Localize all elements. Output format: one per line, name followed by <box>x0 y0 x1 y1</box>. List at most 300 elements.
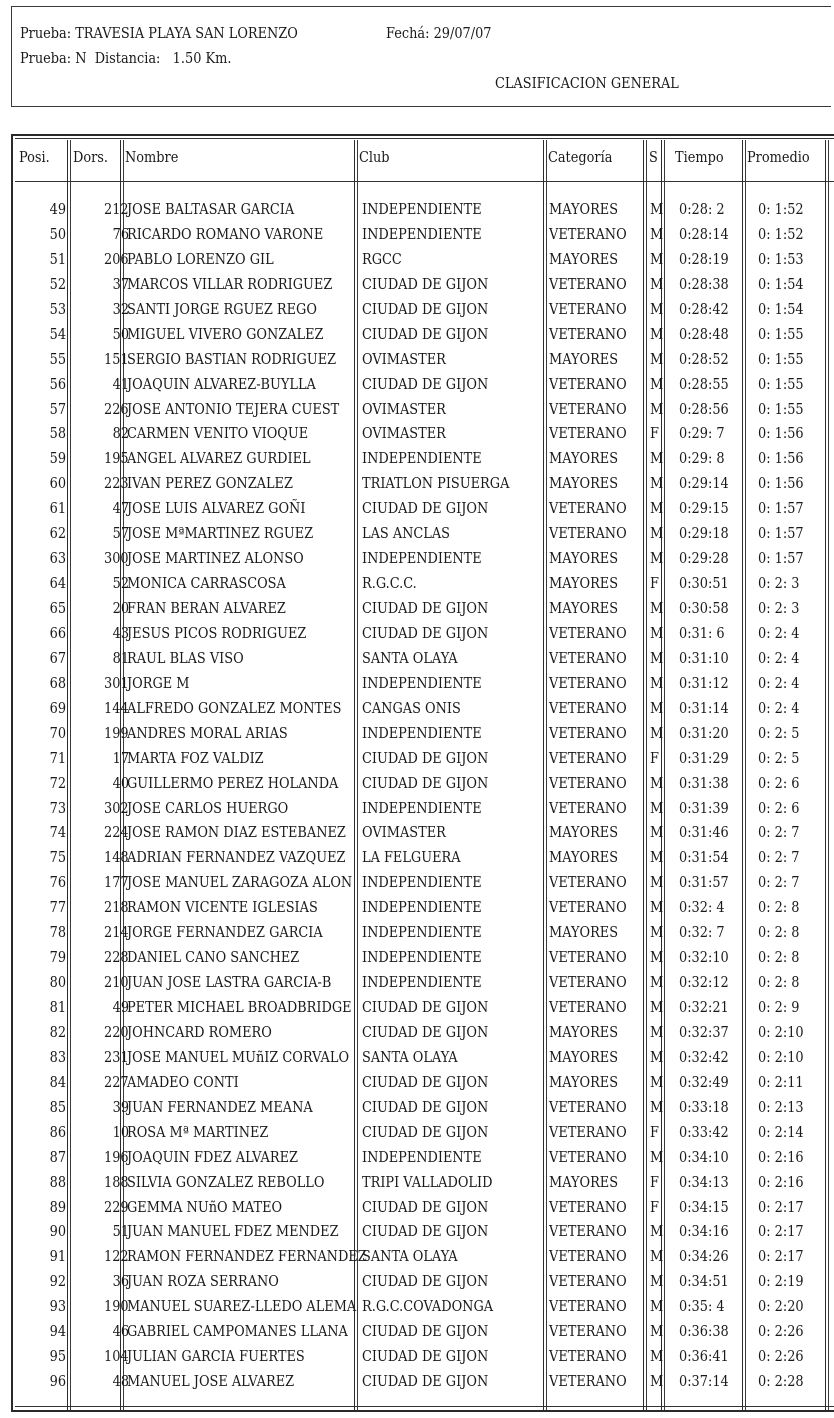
cell-category: VETERANO <box>549 399 627 418</box>
cell-position: 62 <box>49 524 66 543</box>
race-date: 29/07/07 <box>433 24 492 42</box>
cell-sex: M <box>650 224 664 243</box>
cell-time: 0:28:42 <box>679 299 729 318</box>
cell-average: 0: 1:55 <box>758 324 804 343</box>
cell-position: 60 <box>49 474 66 493</box>
table-row <box>11 944 834 969</box>
cell-club: INDEPENDIENTE <box>362 873 482 892</box>
cell-name: MANUEL JOSE ALVAREZ <box>127 1372 295 1391</box>
table-row <box>11 371 834 396</box>
cell-bib: 231 <box>104 1047 129 1066</box>
cell-position: 65 <box>49 599 66 617</box>
cell-position: 91 <box>49 1247 66 1266</box>
cell-time: 0:34:51 <box>679 1272 729 1291</box>
cell-bib: 17 <box>112 748 129 767</box>
cell-name: JOSE MANUEL MUñIZ CORVALO <box>127 1047 350 1066</box>
table-row <box>11 1044 834 1069</box>
cell-category: VETERANO <box>549 374 627 393</box>
cell-club: CIUDAD DE GIJON <box>362 1372 489 1391</box>
cell-category: VETERANO <box>549 798 627 817</box>
table-row <box>11 1144 834 1169</box>
cell-time: 0:36:41 <box>679 1347 729 1366</box>
cell-sex: M <box>650 973 664 992</box>
cell-category: VETERANO <box>549 748 627 767</box>
cell-club: CIUDAD DE GIJON <box>362 1272 489 1291</box>
cell-time: 0:29:28 <box>679 549 729 568</box>
cell-bib: 39 <box>112 1097 129 1116</box>
cell-bib: 40 <box>112 773 129 792</box>
cell-club: CIUDAD DE GIJON <box>362 998 489 1016</box>
cell-sex: M <box>650 898 664 917</box>
cell-sex: M <box>650 274 664 293</box>
cell-name: JORGE M <box>127 673 190 692</box>
cell-category: MAYORES <box>549 549 619 568</box>
cell-time: 0:28:19 <box>679 249 729 268</box>
cell-average: 0: 1:53 <box>758 249 804 268</box>
table-row <box>11 346 834 371</box>
cell-sex: M <box>650 1347 664 1366</box>
cell-average: 0: 1:52 <box>758 224 804 243</box>
fecha-label: Fechá: <box>386 24 430 42</box>
cell-time: 0:31:29 <box>679 748 729 767</box>
cell-name: JOHNCARD ROMERO <box>127 1022 272 1041</box>
table-row <box>11 1318 834 1343</box>
cell-bib: 177 <box>104 873 129 892</box>
cell-sex: M <box>650 374 664 393</box>
cell-club: TRIPI VALLADOLID <box>362 1172 493 1191</box>
cell-time: 0:31:12 <box>679 673 729 692</box>
cell-category: VETERANO <box>549 1347 627 1366</box>
cell-bib: 195 <box>104 449 129 468</box>
table-row <box>11 1218 834 1243</box>
table-row <box>11 720 834 745</box>
table-row <box>11 745 834 770</box>
cell-category: MAYORES <box>549 1172 619 1191</box>
table-row <box>11 1069 834 1094</box>
table-row <box>11 545 834 570</box>
cell-average: 0: 1:55 <box>758 399 804 418</box>
cell-name: GUILLERMO PEREZ HOLANDA <box>127 773 339 792</box>
cell-average: 0: 2: 4 <box>758 698 800 717</box>
cell-name: GEMMA NUñO MATEO <box>127 1197 283 1216</box>
cell-bib: 301 <box>104 673 129 692</box>
cell-average: 0: 2:16 <box>758 1147 804 1166</box>
cell-position: 73 <box>49 798 66 817</box>
cell-club: OVIMASTER <box>362 424 446 443</box>
cell-average: 0: 2: 6 <box>758 773 800 792</box>
cell-category: VETERANO <box>549 1272 627 1291</box>
cell-category: VETERANO <box>549 998 627 1016</box>
cell-club: TRIATLON PISUERGA <box>362 474 510 493</box>
cell-bib: 48 <box>112 1372 129 1391</box>
cell-time: 0:32:10 <box>679 948 729 967</box>
cell-average: 0: 2: 5 <box>758 748 800 767</box>
cell-sex: F <box>650 1122 659 1141</box>
cell-category: VETERANO <box>549 1322 627 1341</box>
cell-time: 0:34:16 <box>679 1222 729 1241</box>
cell-category: VETERANO <box>549 524 627 543</box>
cell-category: VETERANO <box>549 973 627 992</box>
table-row <box>11 1194 834 1219</box>
cell-sex: M <box>650 1047 664 1066</box>
cell-category: MAYORES <box>549 449 619 468</box>
cell-average: 0: 2:13 <box>758 1097 804 1116</box>
cell-average: 0: 2: 6 <box>758 798 800 817</box>
cell-sex: M <box>650 299 664 318</box>
cell-bib: 32 <box>112 299 129 318</box>
cell-name: IVAN PEREZ GONZALEZ <box>127 474 293 493</box>
cell-average: 0: 2:26 <box>758 1322 804 1341</box>
cell-bib: 52 <box>112 574 129 593</box>
col-header-posi: Posi. <box>19 148 50 166</box>
cell-position: 51 <box>49 249 66 268</box>
cell-average: 0: 2: 4 <box>758 648 800 667</box>
cell-club: INDEPENDIENTE <box>362 798 482 817</box>
cell-category: VETERANO <box>549 1372 627 1391</box>
cell-position: 92 <box>49 1272 66 1291</box>
cell-position: 52 <box>49 274 66 293</box>
cell-time: 0:31:54 <box>679 848 729 867</box>
cell-bib: 122 <box>104 1247 129 1266</box>
cell-club: INDEPENDIENTE <box>362 449 482 468</box>
cell-name: JOSE CARLOS HUERGO <box>127 798 289 817</box>
table-row <box>11 1169 834 1194</box>
cell-bib: 224 <box>104 823 129 842</box>
cell-club: R.G.C.COVADONGA <box>362 1297 494 1316</box>
cell-bib: 36 <box>112 1272 129 1291</box>
cell-time: 0:34:10 <box>679 1147 729 1166</box>
cell-club: OVIMASTER <box>362 399 446 418</box>
cell-time: 0:29: 8 <box>679 449 725 468</box>
cell-name: SANTI JORGE RGUEZ REGO <box>127 299 317 318</box>
cell-name: ANGEL ALVAREZ GURDIEL <box>127 449 311 468</box>
prueba-label: Prueba: <box>20 24 72 42</box>
table-row <box>11 520 834 545</box>
cell-club: RGCC <box>362 249 402 268</box>
cell-position: 83 <box>49 1047 66 1066</box>
prueba2-label: Prueba: <box>20 49 72 67</box>
table-row <box>11 296 834 321</box>
col-header-sex: S <box>649 148 658 166</box>
cell-time: 0:29:14 <box>679 474 729 493</box>
cell-club: INDEPENDIENTE <box>362 673 482 692</box>
results-table <box>11 134 834 1414</box>
cell-club: INDEPENDIENTE <box>362 923 482 942</box>
cell-sex: M <box>650 449 664 468</box>
cell-sex: M <box>650 1222 664 1241</box>
cell-name: SILVIA GONZALEZ REBOLLO <box>127 1172 325 1191</box>
cell-position: 95 <box>49 1347 66 1366</box>
cell-average: 0: 2:17 <box>758 1222 804 1241</box>
cell-position: 56 <box>49 374 66 393</box>
cell-name: JESUS PICOS RODRIGUEZ <box>127 623 307 642</box>
cell-position: 70 <box>49 723 66 742</box>
cell-category: MAYORES <box>549 474 619 493</box>
table-row <box>11 570 834 595</box>
cell-time: 0:29: 7 <box>679 424 725 443</box>
cell-name: MONICA CARRASCOSA <box>127 574 286 593</box>
cell-bib: 20 <box>112 599 129 617</box>
cell-average: 0: 2:28 <box>758 1372 804 1391</box>
cell-category: VETERANO <box>549 948 627 967</box>
prueba2-value: N <box>75 49 87 67</box>
cell-sex: M <box>650 524 664 543</box>
cell-category: MAYORES <box>549 249 619 268</box>
cell-category: VETERANO <box>549 424 627 443</box>
cell-name: ALFREDO GONZALEZ MONTES <box>127 698 342 717</box>
cell-club: CIUDAD DE GIJON <box>362 499 489 518</box>
cell-category: VETERANO <box>549 873 627 892</box>
cell-position: 72 <box>49 773 66 792</box>
cell-average: 0: 1:52 <box>758 200 804 218</box>
cell-name: RICARDO ROMANO VARONE <box>127 224 324 243</box>
cell-sex: F <box>650 424 659 443</box>
cell-average: 0: 2:14 <box>758 1122 804 1141</box>
cell-category: VETERANO <box>549 698 627 717</box>
cell-club: CIUDAD DE GIJON <box>362 1122 489 1141</box>
cell-sex: M <box>650 1097 664 1116</box>
cell-position: 61 <box>49 499 66 518</box>
cell-bib: 148 <box>104 848 129 867</box>
cell-position: 86 <box>49 1122 66 1141</box>
cell-club: CIUDAD DE GIJON <box>362 748 489 767</box>
cell-time: 0:35: 4 <box>679 1297 725 1316</box>
cell-club: INDEPENDIENTE <box>362 1147 482 1166</box>
cell-category: VETERANO <box>549 324 627 343</box>
table-row <box>11 445 834 470</box>
cell-average: 0: 1:56 <box>758 424 804 443</box>
cell-name: JOSE ANTONIO TEJERA CUEST <box>127 399 340 418</box>
cell-time: 0:32:21 <box>679 998 729 1016</box>
cell-sex: F <box>650 1172 659 1191</box>
cell-name: JUAN JOSE LASTRA GARCIA-B <box>127 973 332 992</box>
cell-club: INDEPENDIENTE <box>362 948 482 967</box>
table-row <box>11 919 834 944</box>
cell-sex: F <box>650 574 659 593</box>
cell-name: GABRIEL CAMPOMANES LLANA <box>127 1322 348 1341</box>
cell-category: MAYORES <box>549 1072 619 1091</box>
cell-bib: 212 <box>104 200 129 218</box>
cell-sex: M <box>650 923 664 942</box>
cell-position: 57 <box>49 399 66 418</box>
distancia-label: Distancia: <box>94 49 161 67</box>
cell-position: 55 <box>49 349 66 368</box>
cell-name: RAMON VICENTE IGLESIAS <box>127 898 318 917</box>
cell-sex: M <box>650 1372 664 1391</box>
cell-name: JOSE MANUEL ZARAGOZA ALON <box>127 873 353 892</box>
cell-average: 0: 1:55 <box>758 349 804 368</box>
table-body <box>11 196 834 1393</box>
cell-average: 0: 2:17 <box>758 1197 804 1216</box>
cell-sex: F <box>650 748 659 767</box>
cell-position: 85 <box>49 1097 66 1116</box>
cell-sex: M <box>650 648 664 667</box>
cell-position: 94 <box>49 1322 66 1341</box>
cell-sex: M <box>650 1272 664 1291</box>
cell-average: 0: 2:10 <box>758 1047 804 1066</box>
cell-bib: 199 <box>104 723 129 742</box>
cell-name: JOSE BALTASAR GARCIA <box>127 200 295 218</box>
cell-position: 90 <box>49 1222 66 1241</box>
cell-position: 53 <box>49 299 66 318</box>
cell-bib: 227 <box>104 1072 129 1091</box>
cell-category: MAYORES <box>549 349 619 368</box>
cell-position: 75 <box>49 848 66 867</box>
cell-category: VETERANO <box>549 1247 627 1266</box>
cell-name: JOAQUIN ALVAREZ-BUYLLA <box>127 374 316 393</box>
cell-club: SANTA OLAYA <box>362 1047 458 1066</box>
cell-sex: M <box>650 599 664 617</box>
cell-position: 54 <box>49 324 66 343</box>
cell-time: 0:31: 6 <box>679 623 725 642</box>
cell-average: 0: 2:20 <box>758 1297 804 1316</box>
table-row <box>11 894 834 919</box>
col-header-promedio: Promedio <box>747 148 810 166</box>
col-header-club: Club <box>359 148 390 166</box>
cell-club: R.G.C.C. <box>362 574 417 593</box>
table-row <box>11 1094 834 1119</box>
cell-bib: 10 <box>112 1122 129 1141</box>
cell-time: 0:29:18 <box>679 524 729 543</box>
cell-bib: 104 <box>104 1347 129 1366</box>
cell-position: 80 <box>49 973 66 992</box>
cell-club: INDEPENDIENTE <box>362 549 482 568</box>
cell-sex: M <box>650 1322 664 1341</box>
cell-club: CIUDAD DE GIJON <box>362 1222 489 1241</box>
cell-club: CIUDAD DE GIJON <box>362 324 489 343</box>
cell-time: 0:29:15 <box>679 499 729 518</box>
cell-sex: M <box>650 474 664 493</box>
cell-sex: M <box>650 549 664 568</box>
cell-club: CIUDAD DE GIJON <box>362 623 489 642</box>
cell-sex: M <box>650 1297 664 1316</box>
cell-bib: 43 <box>112 623 129 642</box>
cell-average: 0: 2: 5 <box>758 723 800 742</box>
cell-name: ADRIAN FERNANDEZ VAZQUEZ <box>127 848 346 867</box>
cell-position: 68 <box>49 673 66 692</box>
cell-average: 0: 1:57 <box>758 499 804 518</box>
cell-average: 0: 2:17 <box>758 1247 804 1266</box>
table-row <box>11 994 834 1019</box>
cell-bib: 46 <box>112 1322 129 1341</box>
cell-time: 0:30:58 <box>679 599 729 617</box>
cell-sex: M <box>650 623 664 642</box>
cell-bib: 76 <box>112 224 129 243</box>
cell-bib: 228 <box>104 948 129 967</box>
race-name: TRAVESIA PLAYA SAN LORENZO <box>75 24 298 42</box>
race-name-line <box>20 24 298 42</box>
cell-sex: M <box>650 499 664 518</box>
cell-sex: F <box>650 1197 659 1216</box>
cell-club: CIUDAD DE GIJON <box>362 374 489 393</box>
cell-bib: 57 <box>112 524 129 543</box>
cell-club: INDEPENDIENTE <box>362 973 482 992</box>
cell-average: 0: 2: 9 <box>758 998 800 1016</box>
cell-sex: M <box>650 798 664 817</box>
table-row <box>11 246 834 271</box>
cell-position: 79 <box>49 948 66 967</box>
cell-sex: M <box>650 873 664 892</box>
table-row <box>11 1268 834 1293</box>
table-bottom-border <box>15 1406 834 1407</box>
cell-club: CANGAS ONIS <box>362 698 461 717</box>
cell-average: 0: 2:26 <box>758 1347 804 1366</box>
cell-position: 49 <box>49 200 66 218</box>
cell-time: 0:37:14 <box>679 1372 729 1391</box>
cell-position: 59 <box>49 449 66 468</box>
cell-sex: M <box>650 1247 664 1266</box>
cell-position: 78 <box>49 923 66 942</box>
cell-sex: M <box>650 349 664 368</box>
cell-bib: 302 <box>104 798 129 817</box>
table-row <box>11 470 834 495</box>
cell-club: CIUDAD DE GIJON <box>362 1022 489 1041</box>
cell-average: 0: 1:54 <box>758 299 804 318</box>
cell-category: VETERANO <box>549 898 627 917</box>
cell-average: 0: 1:55 <box>758 374 804 393</box>
cell-position: 89 <box>49 1197 66 1216</box>
table-row <box>11 420 834 445</box>
cell-time: 0:34:15 <box>679 1197 729 1216</box>
cell-club: CIUDAD DE GIJON <box>362 1322 489 1341</box>
cell-position: 58 <box>49 424 66 443</box>
cell-position: 82 <box>49 1022 66 1041</box>
cell-name: RAMON FERNANDEZ FERNANDEZ <box>127 1247 367 1266</box>
cell-category: VETERANO <box>549 773 627 792</box>
cell-club: INDEPENDIENTE <box>362 898 482 917</box>
cell-position: 64 <box>49 574 66 593</box>
cell-bib: 151 <box>104 349 129 368</box>
cell-club: INDEPENDIENTE <box>362 224 482 243</box>
table-row <box>11 196 834 221</box>
cell-position: 66 <box>49 623 66 642</box>
cell-position: 93 <box>49 1297 66 1316</box>
cell-bib: 226 <box>104 399 129 418</box>
cell-position: 69 <box>49 698 66 717</box>
cell-average: 0: 2:16 <box>758 1172 804 1191</box>
table-row <box>11 321 834 346</box>
col-header-categoria: Categoría <box>548 148 613 166</box>
cell-bib: 218 <box>104 898 129 917</box>
cell-category: VETERANO <box>549 1147 627 1166</box>
cell-name: RAUL BLAS VISO <box>127 648 244 667</box>
cell-name: MIGUEL VIVERO GONZALEZ <box>127 324 324 343</box>
race-distance: 1.50 Km. <box>172 49 232 67</box>
cell-sex: M <box>650 698 664 717</box>
cell-category: MAYORES <box>549 200 619 218</box>
cell-club: INDEPENDIENTE <box>362 200 482 218</box>
cell-name: JOAQUIN FDEZ ALVAREZ <box>127 1147 298 1166</box>
distance-line <box>20 49 231 67</box>
cell-sex: M <box>650 200 664 218</box>
cell-club: CIUDAD DE GIJON <box>362 299 489 318</box>
cell-average: 0: 1:54 <box>758 274 804 293</box>
cell-name: DANIEL CANO SANCHEZ <box>127 948 300 967</box>
table-row <box>11 1243 834 1268</box>
cell-bib: 47 <box>112 499 129 518</box>
cell-club: CIUDAD DE GIJON <box>362 1097 489 1116</box>
cell-category: MAYORES <box>549 823 619 842</box>
cell-name: AMADEO CONTI <box>127 1072 239 1091</box>
table-row <box>11 1368 834 1393</box>
cell-average: 0: 2: 7 <box>758 848 800 867</box>
table-row <box>11 819 834 844</box>
cell-average: 0: 1:56 <box>758 449 804 468</box>
table-row <box>11 770 834 795</box>
table-row <box>11 645 834 670</box>
table-row <box>11 271 834 296</box>
cell-name: JOSE RAMON DIAZ ESTEBANEZ <box>127 823 346 842</box>
